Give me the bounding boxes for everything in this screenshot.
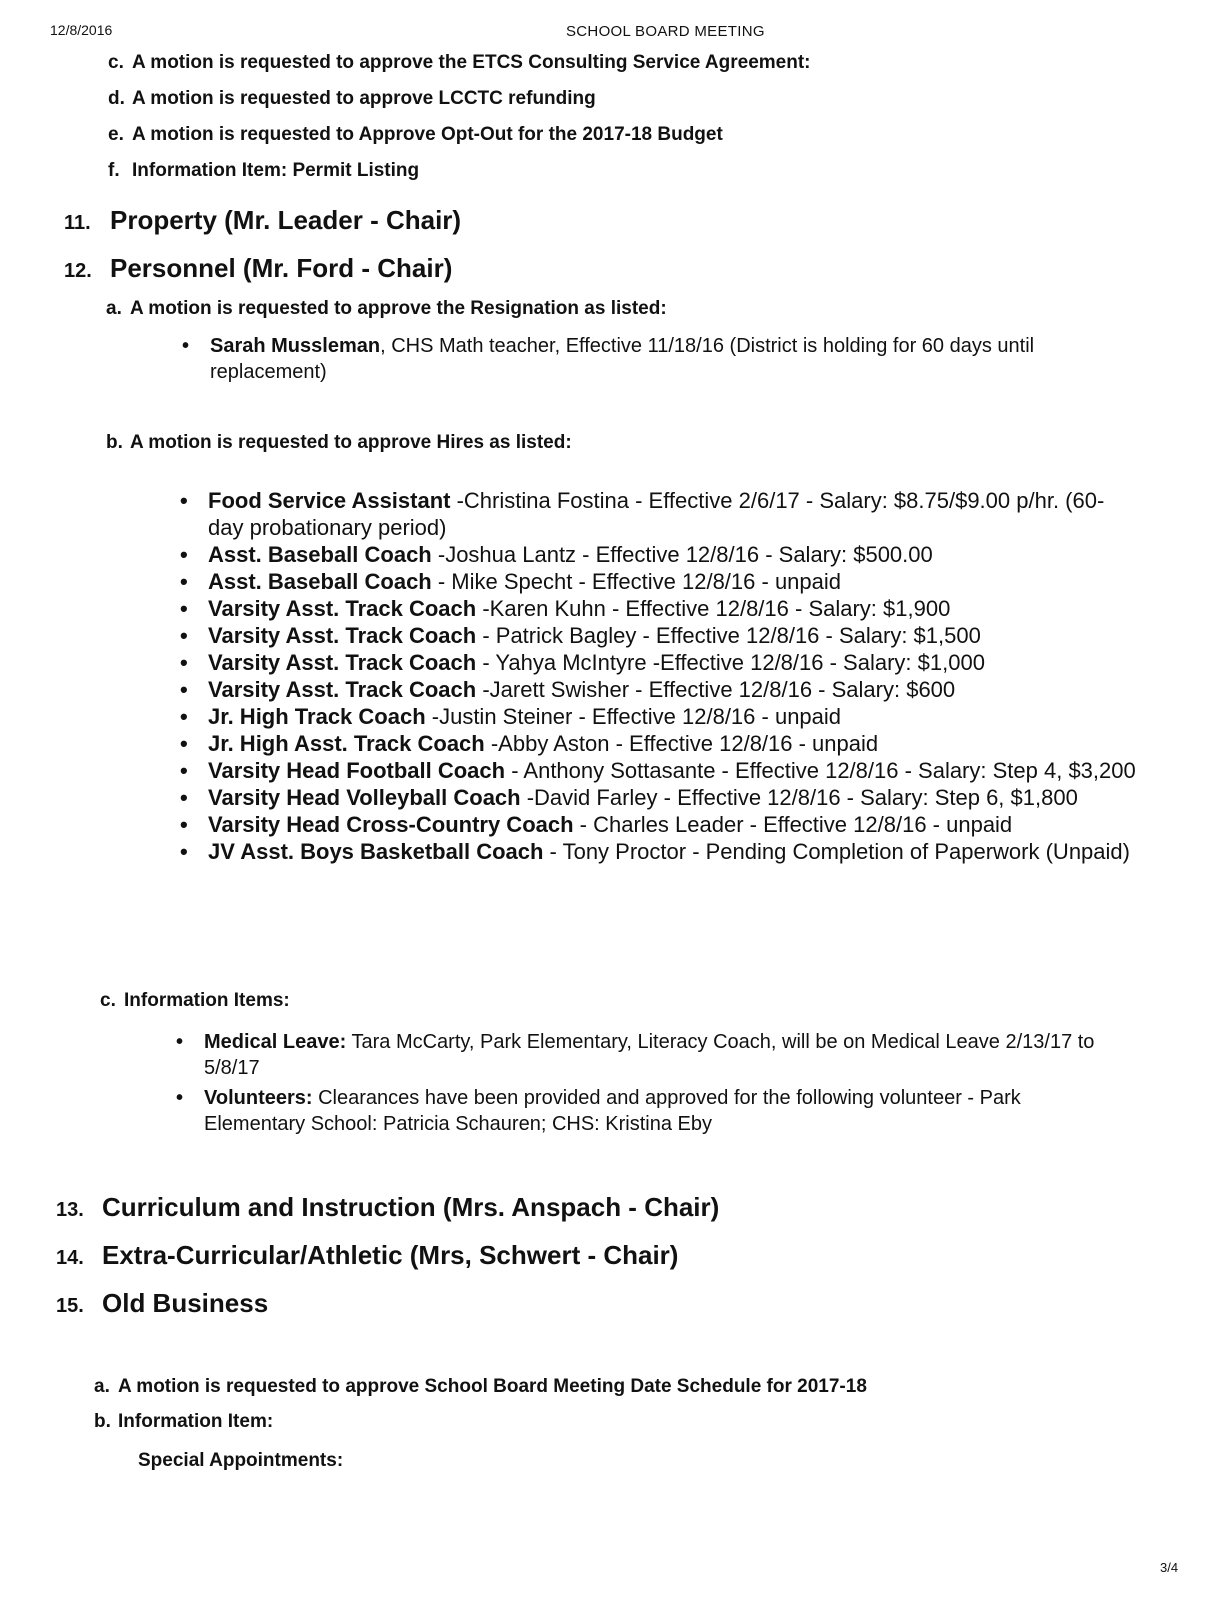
list-item: • Medical Leave: Tara McCarty, Park Elementary, Literacy Coach, will be on Medical Leave 2/13/17 to 5/8/17 — [174, 1029, 1124, 1081]
list-item: • Varsity Asst. Track Coach - Patrick Bagley - Effective 12/8/16 - Salary: $1,500 — [178, 622, 1138, 649]
list-item: • Food Service Assistant -Christina Fostina - Effective 2/6/17 - Salary: $8.75/$9.00 p/hr. (60-day probationary period) — [178, 487, 1138, 541]
list-item: • Asst. Baseball Coach -Joshua Lantz - Effective 12/8/16 - Salary: $500.00 — [178, 541, 1138, 568]
list-item: • Varsity Head Cross-Country Coach - Charles Leader - Effective 12/8/16 - unpaid — [178, 811, 1138, 838]
finance-item-c: c. A motion is requested to approve the ETCS Consulting Service Agreement: — [108, 52, 811, 73]
section-15-old-business: 15. Old Business — [56, 1288, 269, 1318]
page-number: 3/4 — [1160, 1560, 1179, 1575]
list-item: • Asst. Baseball Coach - Mike Specht - Effective 12/8/16 - unpaid — [178, 568, 1138, 595]
finance-item-d: d. A motion is requested to approve LCCTC refunding — [108, 88, 596, 109]
header-title: SCHOOL BOARD MEETING — [566, 23, 765, 40]
list-item: • Varsity Head Football Coach - Anthony Sottasante - Effective 12/8/16 - Salary: Step 4, $3,200 — [178, 757, 1138, 784]
old-business-item-a: a. A motion is requested to approve School Board Meeting Date Schedule for 2017-18 — [94, 1376, 867, 1397]
list-item: • JV Asst. Boys Basketball Coach - Tony Proctor - Pending Completion of Paperwork (Unpaid) — [178, 838, 1138, 865]
header-date: 12/8/2016 — [50, 22, 113, 38]
finance-item-e: e. A motion is requested to Approve Opt-Out for the 2017-18 Budget — [108, 124, 723, 145]
list-item: • Volunteers: Clearances have been provided and approved for the following volunteer - Park Elementary School: Patricia Schauren; CHS: Kristina Eby — [174, 1085, 1124, 1137]
personnel-item-a: a. A motion is requested to approve the Resignation as listed: — [106, 298, 667, 319]
information-items-list — [174, 1029, 1124, 1137]
old-business-item-b: b. Information Item: — [94, 1411, 274, 1432]
personnel-item-b: b. A motion is requested to approve Hires as listed: — [106, 432, 572, 453]
list-item: • Varsity Asst. Track Coach - Yahya McIntyre -Effective 12/8/16 - Salary: $1,000 — [178, 649, 1138, 676]
section-12-personnel: 12. Personnel (Mr. Ford - Chair) — [64, 253, 453, 283]
list-item: • Varsity Head Volleyball Coach -David Farley - Effective 12/8/16 - Salary: Step 6, $1,800 — [178, 784, 1138, 811]
list-item: • Varsity Asst. Track Coach -Jarett Swisher - Effective 12/8/16 - Salary: $600 — [178, 676, 1138, 703]
resignation-list — [180, 333, 1130, 385]
hires-list — [178, 487, 1138, 865]
section-13-curriculum: 13. Curriculum and Instruction (Mrs. Anspach - Chair) — [56, 1192, 720, 1222]
list-item: • Jr. High Track Coach -Justin Steiner - Effective 12/8/16 - unpaid — [178, 703, 1138, 730]
list-item: • Jr. High Asst. Track Coach -Abby Aston - Effective 12/8/16 - unpaid — [178, 730, 1138, 757]
finance-item-f: f. Information Item: Permit Listing — [108, 160, 420, 181]
list-item: • Sarah Mussleman, CHS Math teacher, Effective 11/18/16 (District is holding for 60 days until replacement) — [180, 333, 1130, 385]
special-appointments-heading: Special Appointments: — [138, 1450, 344, 1471]
list-item: • Varsity Asst. Track Coach -Karen Kuhn - Effective 12/8/16 - Salary: $1,900 — [178, 595, 1138, 622]
personnel-item-c: c. Information Items: — [100, 990, 290, 1011]
section-14-extracurricular: 14. Extra-Curricular/Athletic (Mrs, Schwert - Chair) — [56, 1240, 679, 1270]
section-11-property: 11. Property (Mr. Leader - Chair) — [64, 205, 462, 235]
